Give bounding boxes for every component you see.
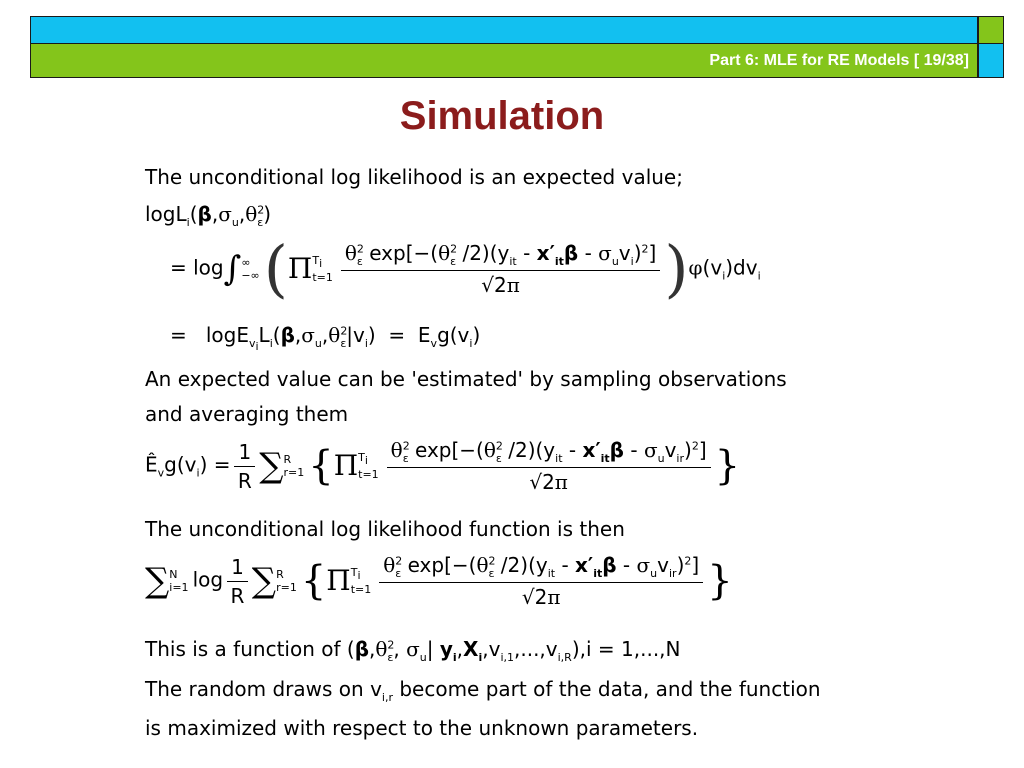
text-line-2a: An expected value can be 'estimated' by sampling observations — [145, 367, 787, 391]
equation-expected-value: = $\log E_{v_i}L_i(\beta,\sigma_u,\theta^2_\varepsilon|v_i) = E_vg(v_i)$ — [170, 323, 481, 354]
equation-simulated-loglik: ∑N i=1 log $\frac{1}{R}$ ∑R r=1 {$\Pi T_i$ t=1 $\frac{\theta^2_\varepsilon \exp[-(\theta^2_\varepsilon /2)(y_{it} - x'_{it}\beta - \sigma_uv_{ir})^2]}{√2\pi}$ } — [145, 553, 733, 609]
header-corner-square-green — [978, 16, 1004, 44]
equation-function-args: ($\beta,\theta^2_\varepsilon$, $\sigma_u|$ $y_i,X_i,v_{i,1},...,v_{i,R}),i = 1,...,N$ — [346, 637, 681, 664]
text-line-5a: The random draws on — [145, 677, 364, 701]
text-line-3: The unconditional log likelihood function is then — [145, 517, 625, 541]
text-line-1: The unconditional log likelihood is an expected value; — [145, 165, 683, 189]
equation-simulated-expectation: $Ê_vg(v_i)$ = $\frac{1}{R}$ ∑R r=1 {$\Pi T_i$ t=1 $\frac{\theta^2_\varepsilon \exp[-(\theta^2_\varepsilon /2)(y_{it} - x'_{it}\beta - \sigma_uv_{ir})^2]}{√2\pi}$ } — [145, 438, 741, 494]
equation-integral: = log∫∞ $-\infty(\Pi T_i$ t=1 $\frac{\theta^2_\varepsilon \exp[-(\theta^2_\varepsilon /2)(y_{it} - x'_{it}\beta - \sigma_uv_i)^2]}{√2\pi}$ )$\varphi(v_i)dv_i$ — [170, 232, 761, 305]
text-line-4-label: This is a function of — [145, 637, 341, 661]
slide-title: Simulation — [399, 94, 605, 138]
text-line-4 — [145, 637, 681, 664]
header-top-bar — [30, 16, 978, 44]
text-line-5 — [145, 677, 821, 704]
text-line-2b: and averaging them — [145, 402, 349, 426]
equation-loglik-lhs: $\log L_i(\beta,\sigma_u,\theta^2_\varepsilon)$ — [145, 202, 272, 229]
header-corner-square-blue — [978, 43, 1004, 78]
part-label: Part 6: MLE for RE Models [ 19/38] — [709, 52, 969, 69]
text-line-6: is maximized with respect to the unknown parameters. — [145, 716, 699, 740]
text-line-5b: become part of the data, and the function — [399, 677, 821, 701]
equation-draws: $v_{i,r}$ — [370, 677, 393, 704]
header-bottom-bar — [30, 43, 978, 78]
